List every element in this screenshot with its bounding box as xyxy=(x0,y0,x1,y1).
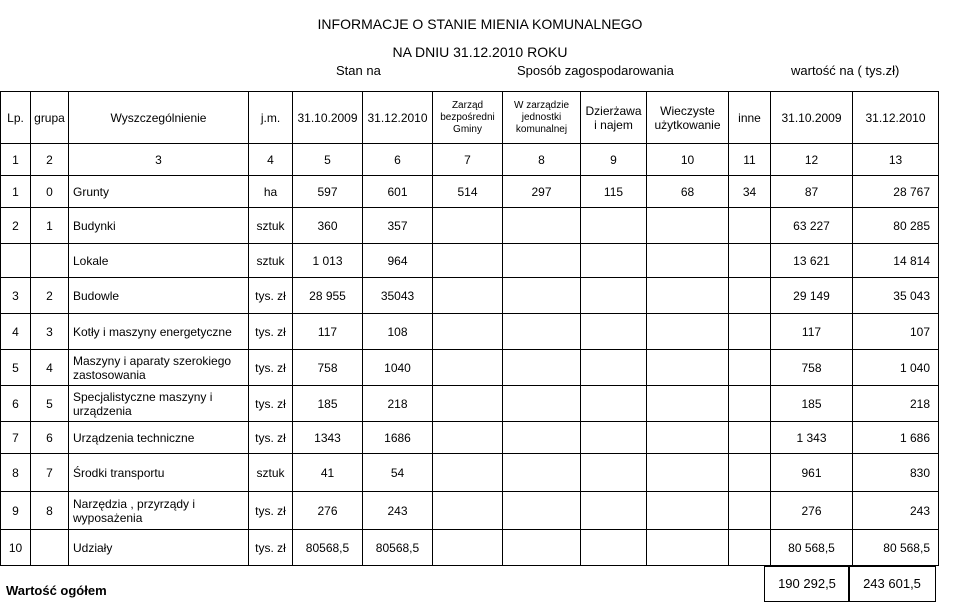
cell-w2010: 80 285 xyxy=(853,208,939,244)
cell-jm: tys. zł xyxy=(249,422,293,454)
col-number: 9 xyxy=(581,144,647,176)
cell-w2009: 87 xyxy=(771,176,853,208)
cell-w2009: 13 621 xyxy=(771,244,853,278)
cell-w2009: 117 xyxy=(771,314,853,350)
cell-lp: 1 xyxy=(1,176,31,208)
cell-inne xyxy=(729,422,771,454)
cell-wzarz: 297 xyxy=(503,176,581,208)
cell-wzarz xyxy=(503,422,581,454)
cell-jm: tys. zł xyxy=(249,386,293,422)
cell-wzarz xyxy=(503,244,581,278)
cell-w2009: 758 xyxy=(771,350,853,386)
cell-s2010: 80568,5 xyxy=(363,530,433,566)
table-row xyxy=(1,208,939,244)
header-dzierzawa: Dzierżawa i najem xyxy=(581,92,647,144)
col-number: 5 xyxy=(293,144,363,176)
header-date2: 31.12.2010 xyxy=(363,92,433,144)
cell-inne xyxy=(729,208,771,244)
table-row xyxy=(1,176,939,208)
cell-s2009: 80568,5 xyxy=(293,530,363,566)
table-row xyxy=(1,386,939,422)
column-number-row xyxy=(1,144,939,176)
header-stan-na: Stan na xyxy=(336,63,381,78)
cell-s2010: 54 xyxy=(363,454,433,492)
cell-w2010: 1 686 xyxy=(853,422,939,454)
col-number: 7 xyxy=(433,144,503,176)
col-number: 8 xyxy=(503,144,581,176)
cell-name: Urządzenia techniczne xyxy=(69,422,249,454)
cell-zarzad xyxy=(433,208,503,244)
cell-name: Budowle xyxy=(69,278,249,314)
cell-wzarz xyxy=(503,314,581,350)
cell-dzierz xyxy=(581,350,647,386)
cell-jm: tys. zł xyxy=(249,278,293,314)
cell-lp: 10 xyxy=(1,530,31,566)
cell-lp: 2 xyxy=(1,208,31,244)
table-row xyxy=(1,278,939,314)
cell-w2009: 276 xyxy=(771,492,853,530)
cell-wiecz xyxy=(647,454,729,492)
cell-lp: 6 xyxy=(1,386,31,422)
cell-s2009: 597 xyxy=(293,176,363,208)
cell-inne xyxy=(729,278,771,314)
cell-inne: 34 xyxy=(729,176,771,208)
cell-wzarz xyxy=(503,208,581,244)
cell-jm: tys. zł xyxy=(249,492,293,530)
cell-wzarz xyxy=(503,386,581,422)
cell-jm: tys. zł xyxy=(249,314,293,350)
cell-w2010: 830 xyxy=(853,454,939,492)
cell-w2009: 185 xyxy=(771,386,853,422)
cell-wzarz xyxy=(503,492,581,530)
cell-jm: sztuk xyxy=(249,454,293,492)
cell-wiecz: 68 xyxy=(647,176,729,208)
table-row xyxy=(1,530,939,566)
cell-s2010: 601 xyxy=(363,176,433,208)
cell-inne xyxy=(729,386,771,422)
header-wieczyste: Wieczyste użytkowanie xyxy=(647,92,729,144)
cell-name: Udziały xyxy=(69,530,249,566)
cell-grupa: 6 xyxy=(31,422,69,454)
cell-dzierz xyxy=(581,278,647,314)
cell-dzierz: 115 xyxy=(581,176,647,208)
property-table xyxy=(0,91,939,566)
cell-grupa: 5 xyxy=(31,386,69,422)
cell-lp: 7 xyxy=(1,422,31,454)
cell-dzierz xyxy=(581,314,647,350)
cell-name: Kotły i maszyny energetyczne xyxy=(69,314,249,350)
cell-inne xyxy=(729,350,771,386)
cell-inne xyxy=(729,530,771,566)
cell-lp: 3 xyxy=(1,278,31,314)
col-number: 11 xyxy=(729,144,771,176)
cell-zarzad: 514 xyxy=(433,176,503,208)
header-w-zarzadzie: W zarządzie jednostki komunalnej xyxy=(503,92,581,144)
cell-zarzad xyxy=(433,244,503,278)
cell-w2010: 14 814 xyxy=(853,244,939,278)
total-label: Wartość ogółem xyxy=(6,583,107,598)
cell-s2009: 41 xyxy=(293,454,363,492)
header-wartosc: wartość na ( tys.zł) xyxy=(791,63,900,78)
cell-wiecz xyxy=(647,314,729,350)
cell-grupa: 4 xyxy=(31,350,69,386)
table-row xyxy=(1,244,939,278)
cell-grupa: 1 xyxy=(31,208,69,244)
cell-s2010: 1040 xyxy=(363,350,433,386)
cell-jm: sztuk xyxy=(249,208,293,244)
cell-w2010: 80 568,5 xyxy=(853,530,939,566)
cell-inne xyxy=(729,492,771,530)
cell-jm: tys. zł xyxy=(249,350,293,386)
cell-s2010: 243 xyxy=(363,492,433,530)
cell-s2009: 185 xyxy=(293,386,363,422)
cell-wiecz xyxy=(647,492,729,530)
cell-dzierz xyxy=(581,422,647,454)
cell-wiecz xyxy=(647,208,729,244)
cell-zarzad xyxy=(433,314,503,350)
header-inne: inne xyxy=(729,92,771,144)
cell-wzarz xyxy=(503,350,581,386)
cell-wzarz xyxy=(503,278,581,314)
col-number: 10 xyxy=(647,144,729,176)
cell-s2010: 218 xyxy=(363,386,433,422)
cell-zarzad xyxy=(433,454,503,492)
cell-name: Środki transportu xyxy=(69,454,249,492)
document-subtitle: NA DNIU 31.12.2010 ROKU xyxy=(392,44,568,60)
cell-zarzad xyxy=(433,530,503,566)
cell-jm: ha xyxy=(249,176,293,208)
cell-lp: 5 xyxy=(1,350,31,386)
header-date1: 31.10.2009 xyxy=(293,92,363,144)
cell-name: Specjalistyczne maszyny i urządzenia xyxy=(69,386,249,422)
cell-jm: tys. zł xyxy=(249,530,293,566)
cell-grupa: 3 xyxy=(31,314,69,350)
header-row xyxy=(1,92,939,144)
cell-lp: 8 xyxy=(1,454,31,492)
cell-grupa xyxy=(31,530,69,566)
col-number: 6 xyxy=(363,144,433,176)
cell-wzarz xyxy=(503,454,581,492)
cell-w2009: 63 227 xyxy=(771,208,853,244)
col-number: 13 xyxy=(853,144,939,176)
cell-zarzad xyxy=(433,422,503,454)
col-number: 3 xyxy=(69,144,249,176)
cell-zarzad xyxy=(433,278,503,314)
cell-wiecz xyxy=(647,386,729,422)
cell-w2009: 80 568,5 xyxy=(771,530,853,566)
cell-s2010: 357 xyxy=(363,208,433,244)
header-date4: 31.12.2010 xyxy=(853,92,939,144)
cell-dzierz xyxy=(581,530,647,566)
cell-w2009: 29 149 xyxy=(771,278,853,314)
header-sposob: Sposób zagospodarowania xyxy=(517,63,674,78)
cell-wiecz xyxy=(647,422,729,454)
cell-s2010: 35043 xyxy=(363,278,433,314)
cell-dzierz xyxy=(581,208,647,244)
cell-lp xyxy=(1,244,31,278)
cell-inne xyxy=(729,454,771,492)
table-row xyxy=(1,454,939,492)
header-grupa: grupa xyxy=(31,92,69,144)
cell-s2009: 28 955 xyxy=(293,278,363,314)
cell-grupa: 8 xyxy=(31,492,69,530)
cell-w2010: 1 040 xyxy=(853,350,939,386)
cell-jm: sztuk xyxy=(249,244,293,278)
cell-s2009: 360 xyxy=(293,208,363,244)
cell-name: Lokale xyxy=(69,244,249,278)
cell-grupa: 7 xyxy=(31,454,69,492)
cell-grupa xyxy=(31,244,69,278)
header-zarzad: Zarząd bezpośredni Gminy xyxy=(433,92,503,144)
cell-w2010: 28 767 xyxy=(853,176,939,208)
cell-wiecz xyxy=(647,244,729,278)
col-number: 2 xyxy=(31,144,69,176)
cell-zarzad xyxy=(433,492,503,530)
cell-wiecz xyxy=(647,530,729,566)
cell-grupa: 0 xyxy=(31,176,69,208)
cell-w2009: 1 343 xyxy=(771,422,853,454)
document-title: INFORMACJE O STANIE MIENIA KOMUNALNEGO xyxy=(317,16,643,32)
cell-inne xyxy=(729,314,771,350)
cell-s2009: 758 xyxy=(293,350,363,386)
table-row xyxy=(1,492,939,530)
cell-dzierz xyxy=(581,244,647,278)
cell-inne xyxy=(729,244,771,278)
cell-s2010: 1686 xyxy=(363,422,433,454)
cell-w2010: 243 xyxy=(853,492,939,530)
table-row xyxy=(1,314,939,350)
cell-s2010: 964 xyxy=(363,244,433,278)
cell-zarzad xyxy=(433,350,503,386)
cell-name: Budynki xyxy=(69,208,249,244)
cell-w2009: 961 xyxy=(771,454,853,492)
cell-dzierz xyxy=(581,492,647,530)
cell-s2009: 1343 xyxy=(293,422,363,454)
header-jm: j.m. xyxy=(249,92,293,144)
header-wyszczegolnienie: Wyszczególnienie xyxy=(69,92,249,144)
cell-w2010: 35 043 xyxy=(853,278,939,314)
cell-s2009: 276 xyxy=(293,492,363,530)
cell-dzierz xyxy=(581,454,647,492)
cell-wiecz xyxy=(647,278,729,314)
cell-lp: 9 xyxy=(1,492,31,530)
cell-w2010: 218 xyxy=(853,386,939,422)
col-number: 12 xyxy=(771,144,853,176)
total-2009: 190 292,5 xyxy=(764,566,850,602)
col-number: 1 xyxy=(1,144,31,176)
cell-s2009: 1 013 xyxy=(293,244,363,278)
cell-s2009: 117 xyxy=(293,314,363,350)
cell-dzierz xyxy=(581,386,647,422)
header-date3: 31.10.2009 xyxy=(771,92,853,144)
table-row xyxy=(1,422,939,454)
cell-name: Narzędzia , przyrządy i wyposażenia xyxy=(69,492,249,530)
col-number: 4 xyxy=(249,144,293,176)
cell-lp: 4 xyxy=(1,314,31,350)
cell-w2010: 107 xyxy=(853,314,939,350)
table-row xyxy=(1,350,939,386)
cell-s2010: 108 xyxy=(363,314,433,350)
header-lp: Lp. xyxy=(1,92,31,144)
cell-grupa: 2 xyxy=(31,278,69,314)
cell-wiecz xyxy=(647,350,729,386)
cell-name: Maszyny i aparaty szerokiego zastosowania xyxy=(69,350,249,386)
cell-name: Grunty xyxy=(69,176,249,208)
cell-wzarz xyxy=(503,530,581,566)
total-2010: 243 601,5 xyxy=(848,566,936,602)
cell-zarzad xyxy=(433,386,503,422)
